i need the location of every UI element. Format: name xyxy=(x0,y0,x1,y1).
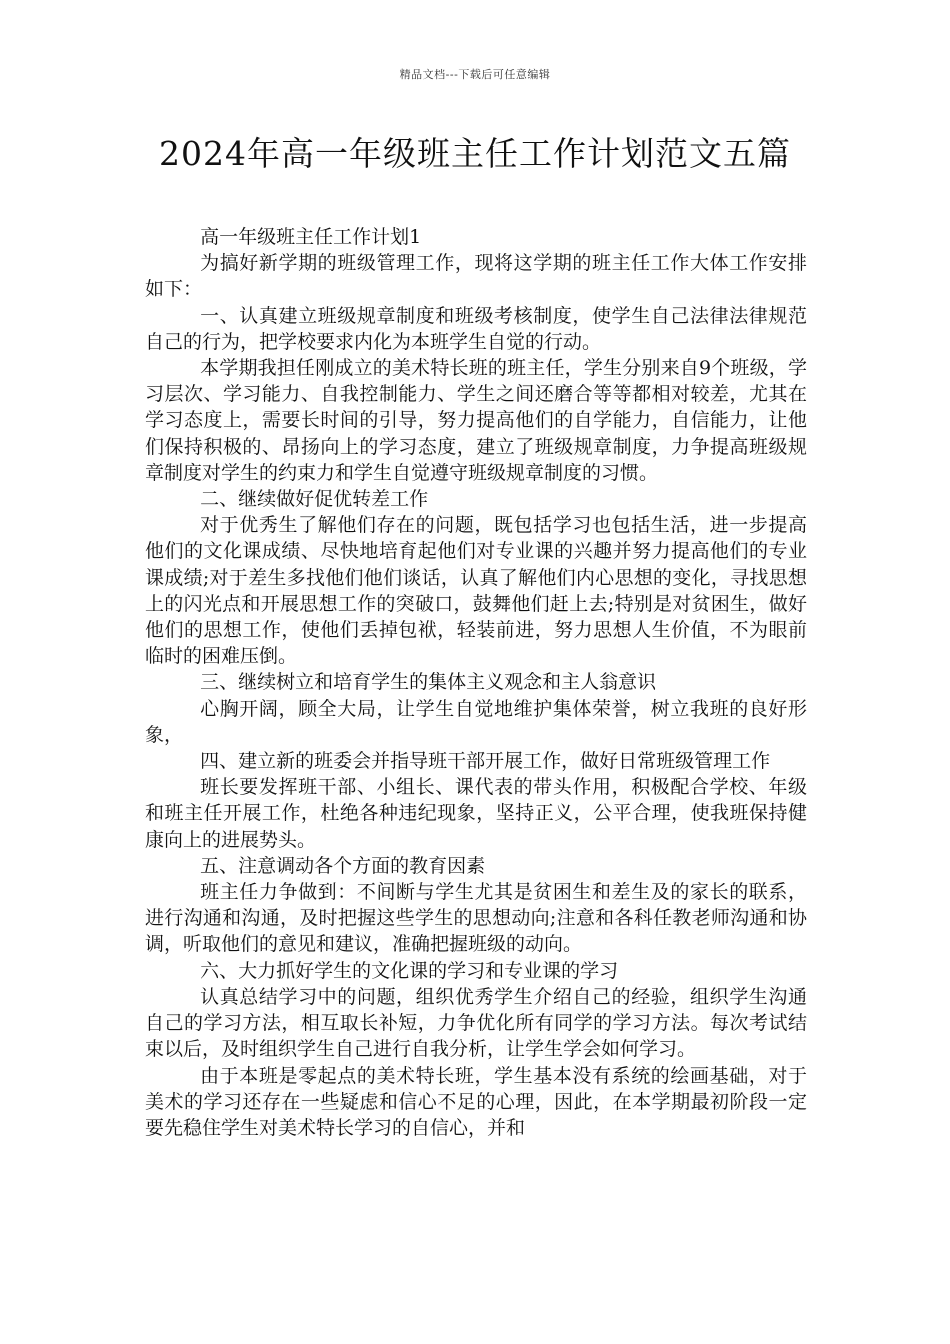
section-heading: 四、建立新的班委会并指导班干部开展工作，做好日常班级管理工作 xyxy=(200,750,771,773)
paragraph: 认真总结学习中的问题，组织优秀学生介绍自己的经验，组织学生沟通自己的学习方法，相互取长补短，力争优化所有同学的学习方法。每次考试结束以后，及时组织学生自己进行自我分析，让学生学会如何学习。 xyxy=(145,985,807,1061)
section-heading: 六、大力抓好学生的文化课的学习和专业课的学习 xyxy=(200,959,619,982)
paragraph: 为搞好新学期的班级管理工作，现将这学期的班主任工作大体工作安排如下： xyxy=(145,252,807,301)
paragraph: 本学期我担任刚成立的美术特长班的班主任，学生分别来自9个班级，学习层次、学习能力、自我控制能力、学生之间还磨合等等都相对较差，尤其在学习态度上，需要长时间的引导，努力提高他们的自学能力，自信能力，让他们保持积极的、昂扬向上的学习态度，建立了班级规章制度，力争提高班级规章制度对学生的约束力和学生自觉遵守班级规章制度的习惯。 xyxy=(145,357,807,484)
document-title: 2024年高一年级班主任工作计划范文五篇 xyxy=(159,134,791,173)
paragraph: 班长要发挥班干部、小组长、课代表的带头作用，积极配合学校、年级和班主任开展工作，杜绝各种违纪现象，坚持正义，公平合理，使我班保持健康向上的进展势头。 xyxy=(145,776,807,851)
section-heading: 高一年级班主任工作计划1 xyxy=(200,226,422,248)
header-note: 精品文档---下载后可任意编辑 xyxy=(399,68,551,81)
section-heading: 二、继续做好促优转差工作 xyxy=(200,488,429,511)
document-body xyxy=(145,224,807,1141)
paragraph: 由于本班是零起点的美术特长班，学生基本没有系统的绘画基础，对于美术的学习还存在一些疑虑和信心不足的心理，因此，在本学期最初阶段一定要先稳住学生对美术特长学习的自信心，并和 xyxy=(145,1064,807,1139)
paragraph: 对于优秀生了解他们存在的问题，既包括学习也包括生活，进一步提高他们的文化课成绩、尽快地培育起他们对专业课的兴趣并努力提高他们的专业课成绩;对于差生多找他们他们谈话，认真了解他们内心思想的变化，寻找思想上的闪光点和开展思想工作的突破口，鼓舞他们赶上去;特别是对贫困生，做好他们的思想工作，使他们丢掉包袱，轻装前进，努力思想人生价值，不为眼前临时的困难压倒。 xyxy=(145,514,807,668)
paragraph: 班主任力争做到：不间断与学生尤其是贫困生和差生及的家长的联系，进行沟通和沟通，及时把握这些学生的思想动向;注意和各科任教老师沟通和协调，听取他们的意见和建议，准确把握班级的动向。 xyxy=(145,881,807,956)
section-heading: 一、认真建立班级规章制度和班级考核制度，使学生自己法律法律规范自己的行为，把学校要求内化为本班学生自觉的行动。 xyxy=(145,304,807,353)
paragraph: 心胸开阔，顾全大局，让学生自觉地维护集体荣誉，树立我班的良好形象， xyxy=(145,697,807,746)
section-heading: 三、继续树立和培育学生的集体主义观念和主人翁意识 xyxy=(200,671,657,694)
section-heading: 五、注意调动各个方面的教育因素 xyxy=(200,854,486,877)
